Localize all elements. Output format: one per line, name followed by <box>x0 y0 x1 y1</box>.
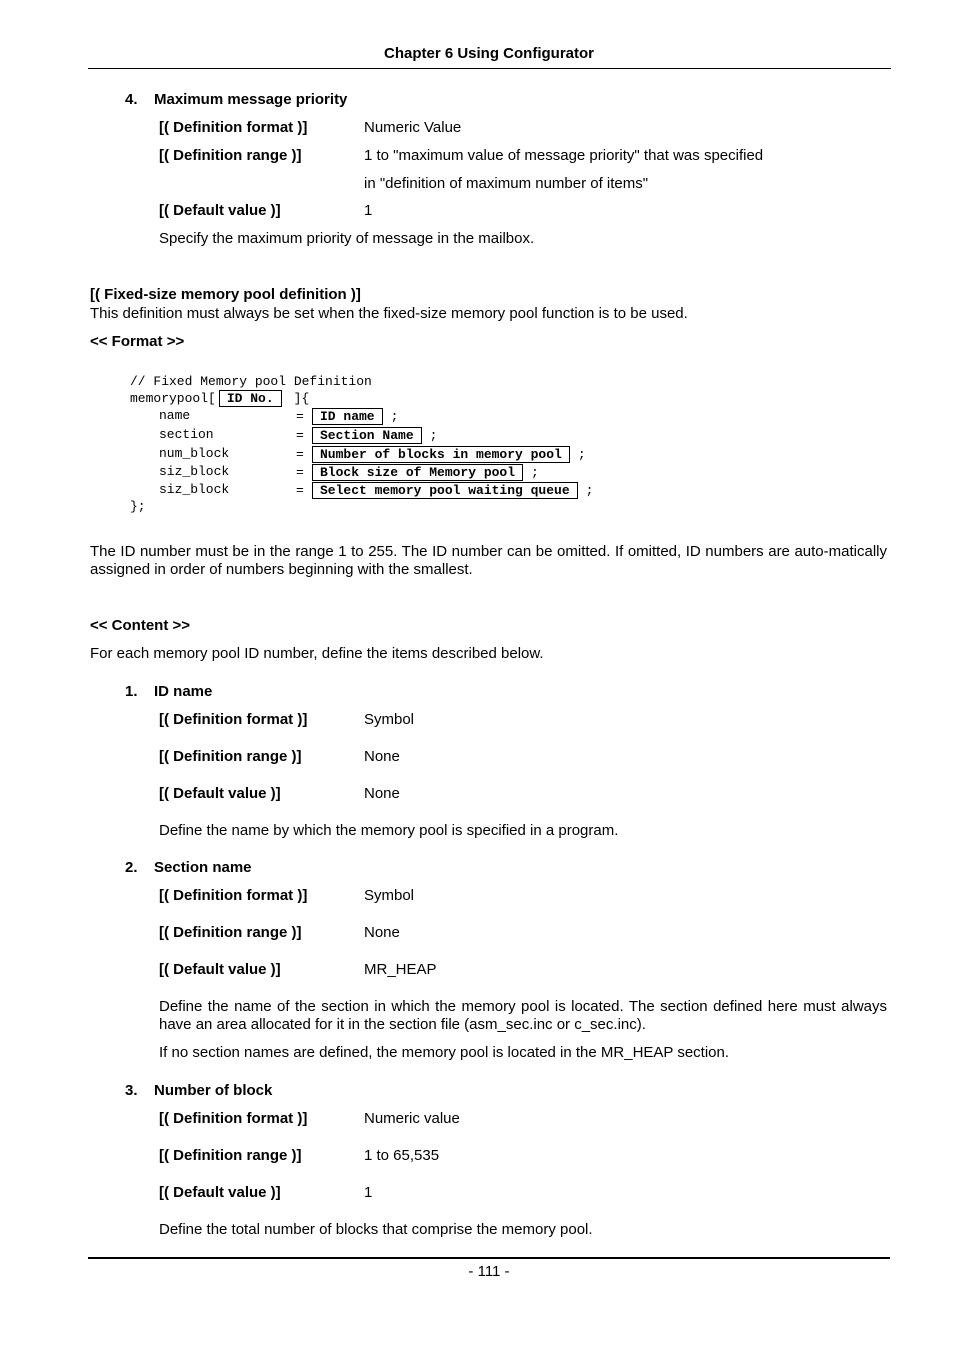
definition-format-value: Symbol <box>364 711 415 728</box>
definition-range-label: [( Definition range )] <box>159 924 302 941</box>
code-brace: ]{ <box>293 391 310 406</box>
definition-format-value: Numeric value <box>364 1110 460 1127</box>
code-keyword: memorypool[ <box>130 391 216 406</box>
code-open-line <box>130 390 309 407</box>
default-value-label: [( Default value )] <box>159 961 281 978</box>
code-semicolon: ; <box>585 483 594 498</box>
definition-format-label: [( Definition format )] <box>159 711 308 728</box>
item-number: 3. <box>125 1082 138 1099</box>
code-row <box>312 464 539 481</box>
id-number-box: ID No. <box>219 390 282 407</box>
code-close: }; <box>130 499 146 514</box>
item-number: 4. <box>125 91 138 108</box>
definition-range-label: [( Definition range )] <box>159 147 302 164</box>
code-equals: = <box>296 465 304 480</box>
footer-rule <box>88 1257 890 1259</box>
format-heading: << Format >> <box>90 333 185 350</box>
id-note: The ID number must be in the range 1 to 255. The ID number can be omitted. If omitted, ID numbers are auto-matically assigned in order of numbers beginning with the smallest. <box>90 543 887 578</box>
code-value-box: Number of blocks in memory pool <box>312 446 570 463</box>
code-equals: = <box>296 447 304 462</box>
definition-range-value: None <box>364 748 400 765</box>
definition-format-value: Numeric Value <box>364 119 462 136</box>
code-equals: = <box>296 483 304 498</box>
code-row <box>312 408 398 425</box>
item-title: Section name <box>154 859 252 876</box>
item-description: Define the name of the section in which the memory pool is located. The section defined here must always have an area allocated for it in the section file (asm_sec.inc or c_sec.inc). <box>159 998 887 1033</box>
code-value-box: Section Name <box>312 427 422 444</box>
section-title: [( Fixed-size memory pool definition )] <box>90 286 361 303</box>
code-key: name <box>159 408 191 423</box>
item-description: Define the name by which the memory pool is specified in a program. <box>159 822 619 839</box>
definition-range-value-cont: in "definition of maximum number of items" <box>364 175 649 192</box>
section-intro: This definition must always be set when the fixed-size memory pool function is to be used. <box>90 305 688 322</box>
content-intro: For each memory pool ID number, define the items described below. <box>90 645 544 662</box>
definition-range-value: 1 to "maximum value of message priority" that was specified <box>364 147 764 164</box>
code-value-box: ID name <box>312 408 383 425</box>
code-row <box>312 427 437 444</box>
item-title: Maximum message priority <box>154 91 348 108</box>
page-number: - 111 - <box>468 1263 510 1280</box>
item-title: ID name <box>154 683 213 700</box>
default-value: None <box>364 785 400 802</box>
default-value: 1 <box>364 202 373 219</box>
code-row <box>312 446 586 463</box>
item-description: Define the total number of blocks that comprise the memory pool. <box>159 1221 593 1238</box>
code-key: siz_block <box>159 464 230 479</box>
code-semicolon: ; <box>390 409 399 424</box>
definition-range-label: [( Definition range )] <box>159 748 302 765</box>
code-key: section <box>159 427 214 442</box>
code-row <box>312 482 593 499</box>
default-value-label: [( Default value )] <box>159 202 281 219</box>
default-value: 1 <box>364 1184 373 1201</box>
item-title: Number of block <box>154 1082 273 1099</box>
code-semicolon: ; <box>577 447 586 462</box>
default-value: MR_HEAP <box>364 961 437 978</box>
code-value-box: Select memory pool waiting queue <box>312 482 578 499</box>
item-number: 2. <box>125 859 138 876</box>
definition-format-value: Symbol <box>364 887 415 904</box>
item-description: Specify the maximum priority of message in the mailbox. <box>159 230 535 247</box>
code-key: num_block <box>159 446 230 461</box>
definition-format-label: [( Definition format )] <box>159 887 308 904</box>
code-equals: = <box>296 428 304 443</box>
definition-format-label: [( Definition format )] <box>159 1110 308 1127</box>
header-rule <box>88 68 891 69</box>
item-description-note: If no section names are defined, the memory pool is located in the MR_HEAP section. <box>159 1044 730 1061</box>
definition-range-value: 1 to 65,535 <box>364 1147 440 1164</box>
code-equals: = <box>296 409 304 424</box>
content-heading: << Content >> <box>90 617 191 634</box>
default-value-label: [( Default value )] <box>159 1184 281 1201</box>
code-semicolon: ; <box>429 428 438 443</box>
item-number: 1. <box>125 683 138 700</box>
code-value-box: Block size of Memory pool <box>312 464 523 481</box>
code-comment: // Fixed Memory pool Definition <box>130 374 372 389</box>
page-header: Chapter 6 Using Configurator <box>383 45 594 62</box>
definition-format-label: [( Definition format )] <box>159 119 308 136</box>
default-value-label: [( Default value )] <box>159 785 281 802</box>
definition-range-label: [( Definition range )] <box>159 1147 302 1164</box>
code-semicolon: ; <box>531 465 539 480</box>
definition-range-value: None <box>364 924 400 941</box>
code-key: siz_block <box>159 482 230 497</box>
